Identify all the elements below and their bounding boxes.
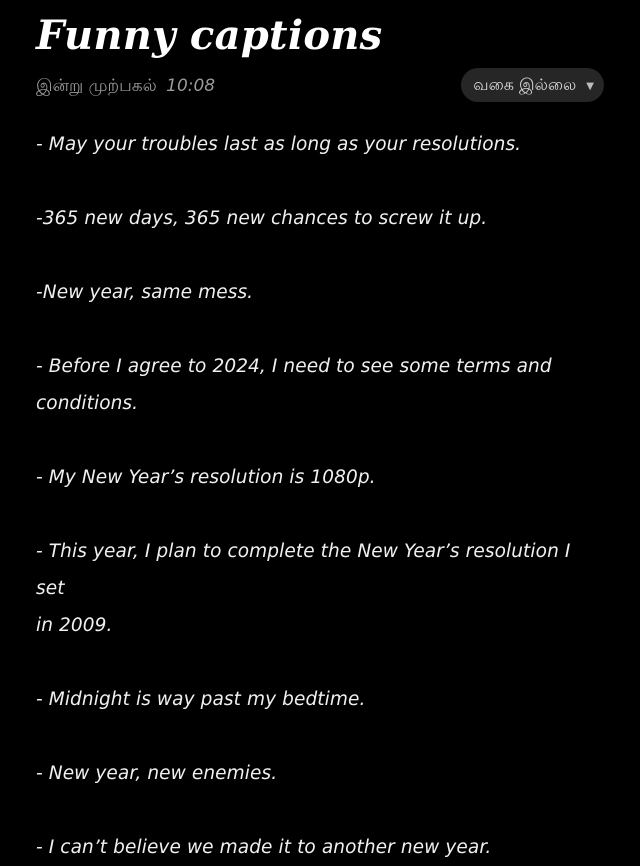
note-line: - I can’t believe we made it to another new year. [36, 837, 492, 858]
blank-line [36, 311, 602, 348]
blank-line [36, 163, 602, 200]
note-date-label: இன்று முற்பகல் [36, 76, 157, 96]
note-line: -365 new days, 365 new chances to screw it up. [36, 208, 488, 229]
blank-line [36, 496, 602, 533]
note-body[interactable] [36, 126, 602, 866]
note-line: - Midnight is way past my bedtime. [36, 689, 366, 710]
note-line: - New year, new enemies. [36, 763, 278, 784]
category-dropdown[interactable] [461, 68, 604, 102]
blank-line [36, 644, 602, 681]
category-label: வகை இல்லை [473, 74, 577, 94]
note-time: 10:08 [166, 76, 216, 96]
note-line: in 2009. [36, 615, 113, 636]
blank-line [36, 792, 602, 829]
note-line: - My New Year’s resolution is 1080p. [36, 467, 376, 488]
note-meta-row [36, 68, 604, 104]
dropdown-triangle-icon: ▼ [586, 80, 594, 92]
note-title[interactable]: Funny captions [36, 12, 383, 59]
note-line: - May your troubles last as long as your resolutions. [36, 134, 522, 155]
note-line: - Before I agree to 2024, I need to see some terms and [36, 356, 552, 377]
note-timestamp [36, 74, 215, 98]
note-line: - This year, I plan to complete the New Year’s resolution I set [36, 541, 571, 599]
blank-line [36, 422, 602, 459]
note-line: conditions. [36, 393, 139, 414]
blank-line [36, 237, 602, 274]
blank-line [36, 718, 602, 755]
note-line: -New year, same mess. [36, 282, 254, 303]
